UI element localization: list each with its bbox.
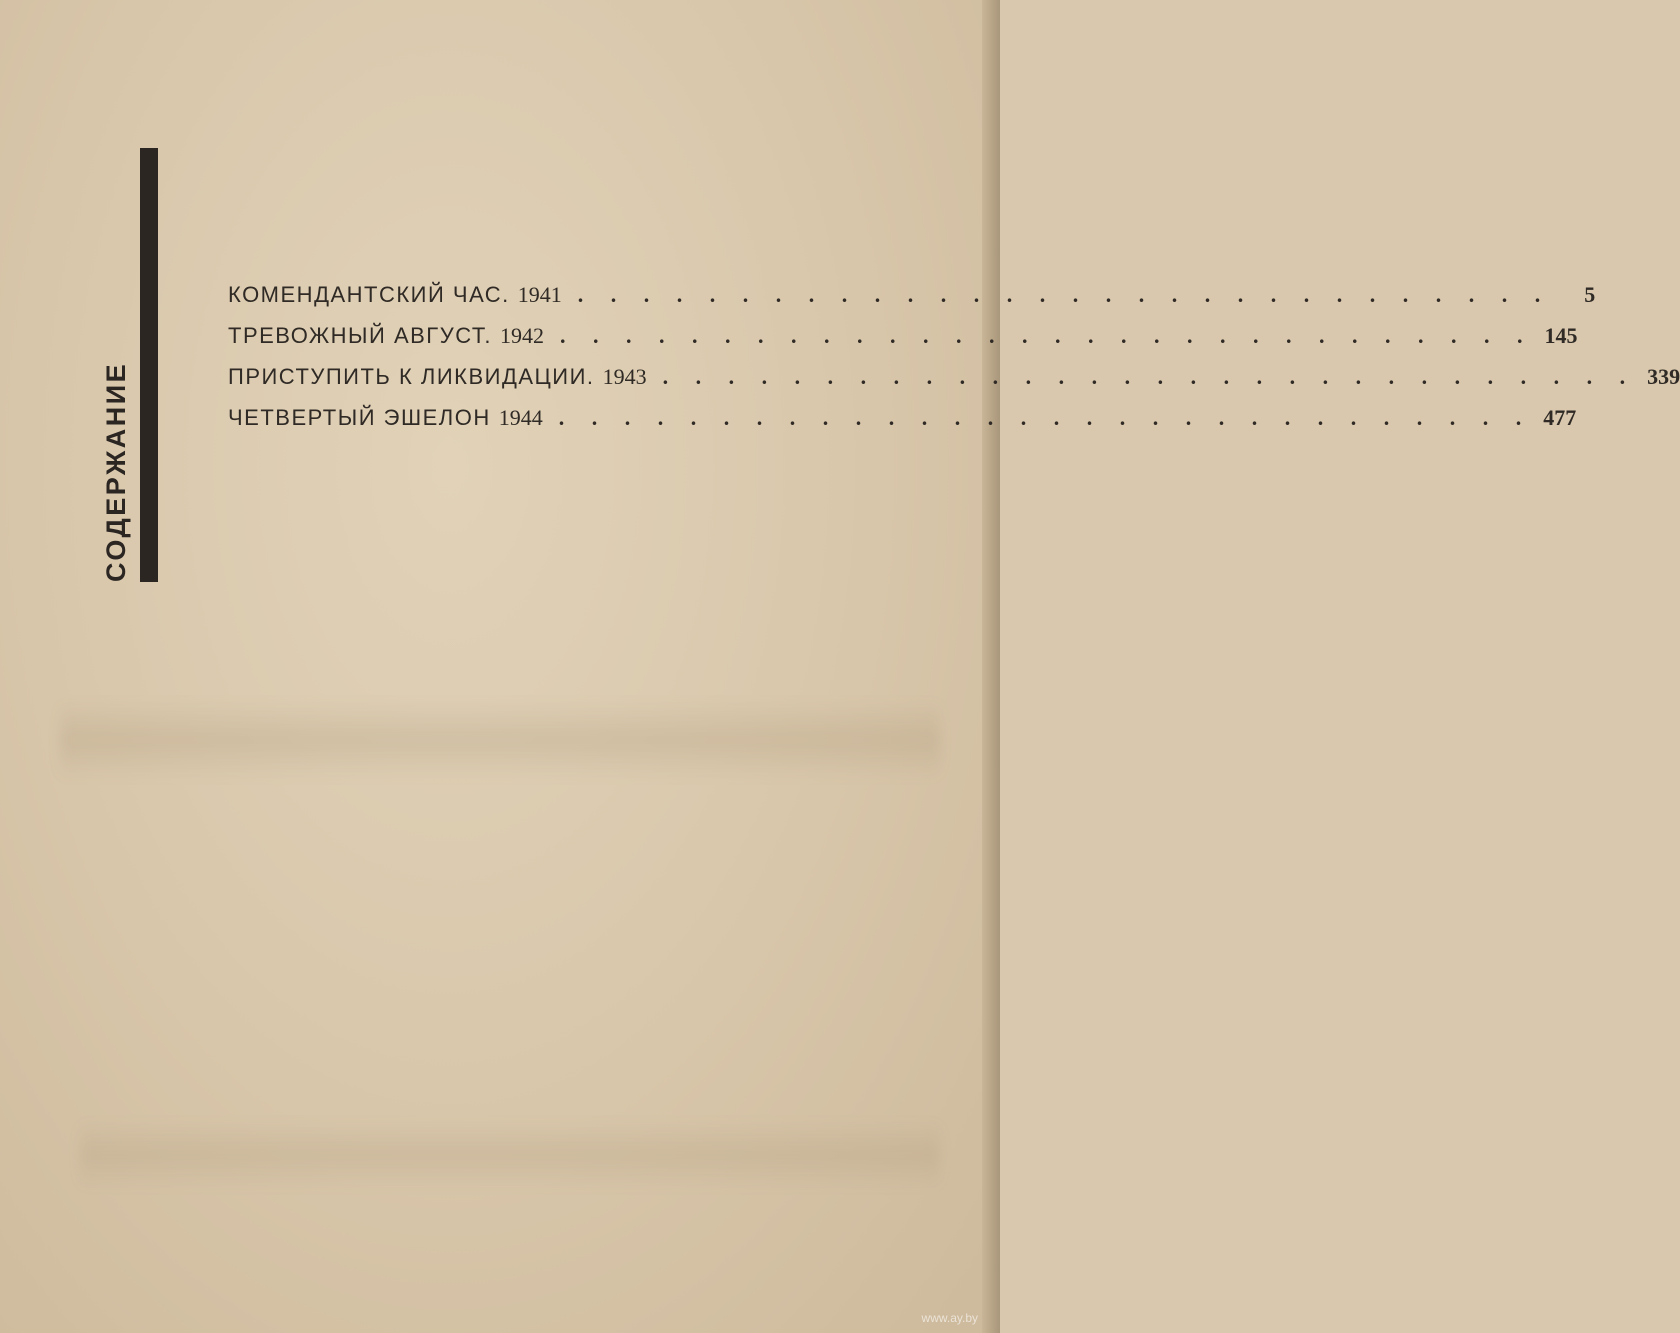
toc-dot-leader: . . . . . . . . . . . . . . . . . . . . . . . . . . . . . . <box>559 323 1534 348</box>
toc-entry-year: 1943 <box>602 364 647 389</box>
toc-entry-page: 5 <box>1584 282 1596 307</box>
toc-dot-leader: . . . . . . . . . . . . . . . . . . . . . . . . . . . . . . <box>662 364 1637 389</box>
page-fold-shadow <box>60 700 940 780</box>
toc-dot-leader: . . . . . . . . . . . . . . . . . . . . . . . . . . . . . . <box>577 282 1552 307</box>
toc-entry-title: ЧЕТВЕРТЫЙ ЭШЕЛОН <box>228 405 491 430</box>
toc-entry <box>228 364 1680 405</box>
toc-entry-year: 1942 <box>499 323 544 348</box>
page-fold-shadow-lower <box>80 1120 940 1190</box>
toc-entry-page: 145 <box>1544 323 1578 348</box>
toc-entry-year: 1941 <box>517 282 562 307</box>
heading-bar <box>140 148 158 582</box>
toc-entry <box>228 405 1577 446</box>
toc-entry-title: ТРЕВОЖНЫЙ АВГУСТ. <box>228 323 492 348</box>
toc-entry-page: 339 <box>1647 364 1680 389</box>
toc-entry-page: 477 <box>1543 405 1577 430</box>
table-of-contents <box>228 282 1680 446</box>
contents-heading: СОДЕРЖАНИЕ <box>101 361 131 582</box>
toc-entry-year: 1944 <box>498 405 543 430</box>
site-watermark: www.ay.by <box>921 1311 978 1325</box>
toc-dot-leader: . . . . . . . . . . . . . . . . . . . . . . . . . . . . . . <box>558 405 1533 430</box>
toc-entry <box>228 323 1578 364</box>
page-edge <box>982 0 1000 1333</box>
toc-entry-title: ПРИСТУПИТЬ К ЛИКВИДАЦИИ. <box>228 364 595 389</box>
toc-entry <box>228 282 1596 323</box>
toc-entry-title: КОМЕНДАНТСКИЙ ЧАС. <box>228 282 510 307</box>
